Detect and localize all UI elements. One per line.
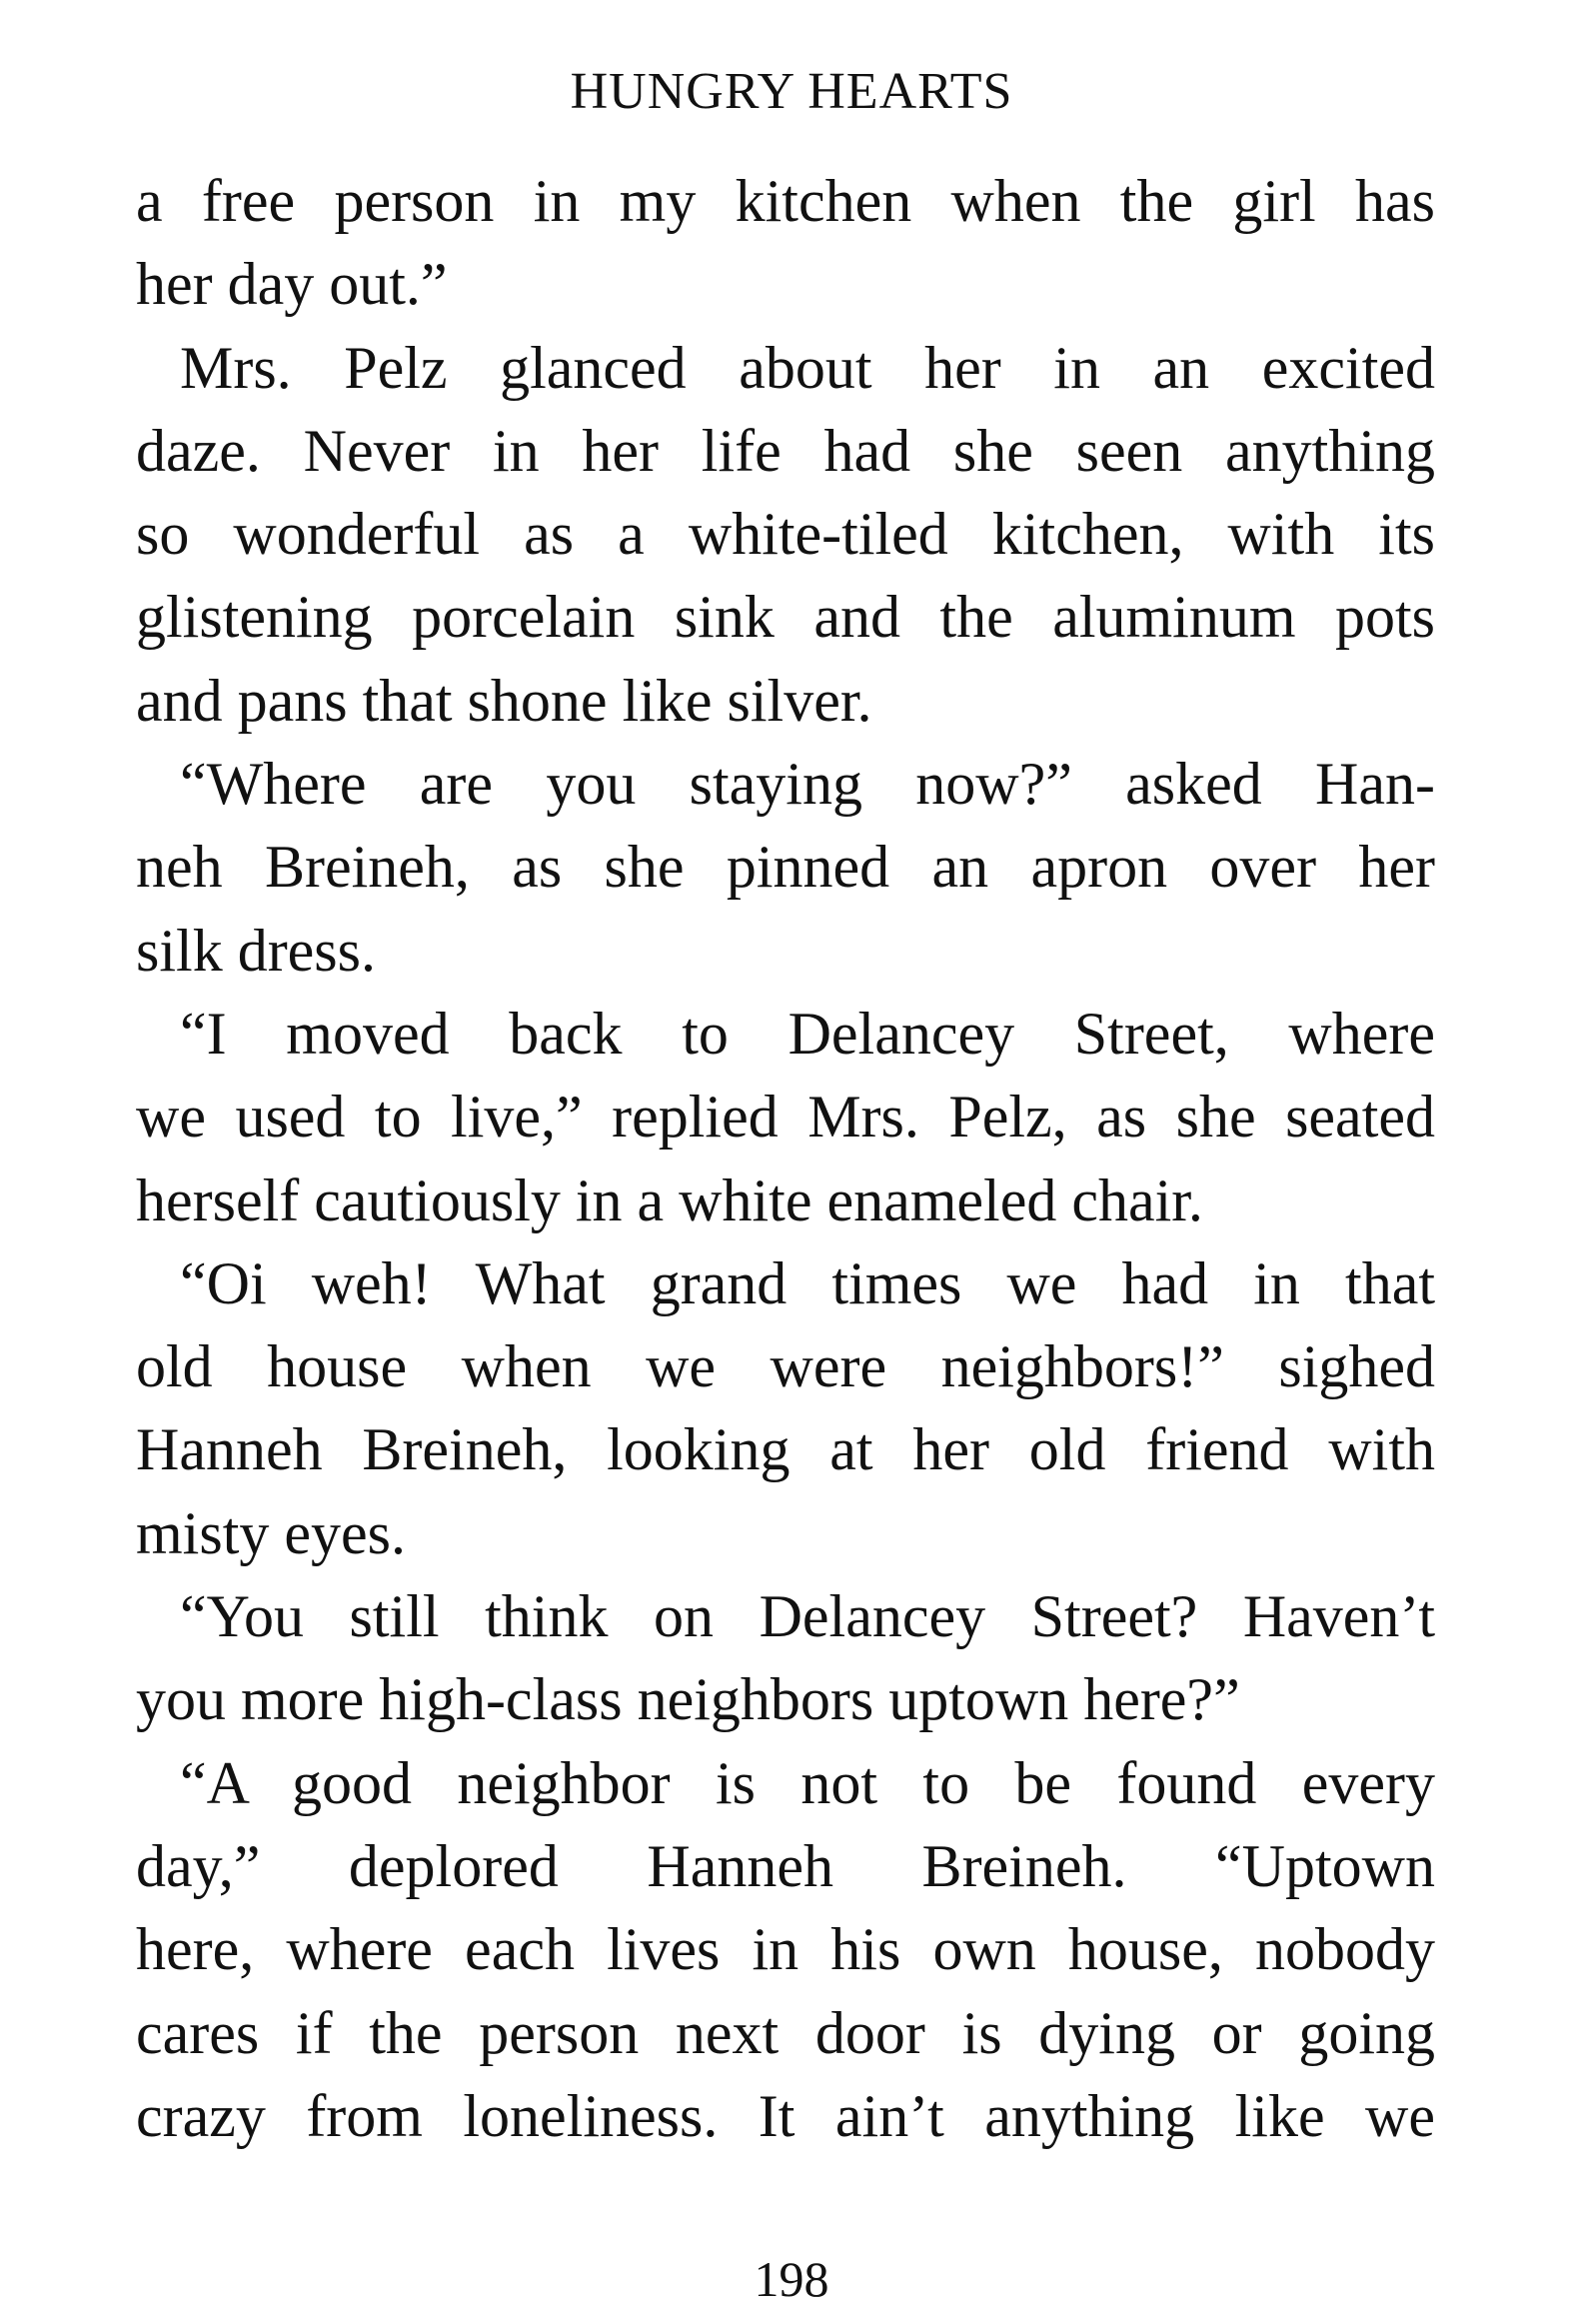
text-line: herself cautiously in a white enameled chair. [136, 1166, 1203, 1233]
page-body-text [136, 160, 1435, 2158]
text-line: “Oi weh! What grand times we had in that [180, 1249, 1435, 1316]
text-line: Mrs. Pelz glanced about her in an excited [180, 334, 1435, 401]
text-line: old house when we were neighbors!” sighed [136, 1333, 1435, 1400]
text-line: “Where are you staying now?” asked Han- [180, 751, 1435, 818]
text-line: daze. Never in her life had she seen anything [136, 417, 1435, 484]
text-line: here, where each lives in his own house, nobody [136, 1916, 1435, 1983]
text-line: glistening porcelain sink and the aluminum pots [136, 584, 1435, 651]
page-number: 198 [754, 2251, 829, 2307]
text-line: “You still think on Delancey Street? Haven’t [180, 1583, 1435, 1650]
text-line: a free person in my kitchen when the girl has [136, 168, 1435, 234]
text-line: cares if the person next door is dying or going [136, 1999, 1435, 2066]
text-line: you more high-class neighbors uptown here?” [136, 1666, 1240, 1733]
text-line: “A good neighbor is not to be found every [180, 1749, 1435, 1816]
text-line: so wonderful as a white-tiled kitchen, with its [136, 501, 1435, 568]
text-line: silk dress. [136, 917, 376, 984]
text-line: and pans that shone like silver. [136, 667, 872, 734]
text-line: misty eyes. [136, 1499, 406, 1566]
text-line: “I moved back to Delancey Street, where [180, 1000, 1435, 1067]
text-line: crazy from loneliness. It ain’t anything like we [136, 2082, 1435, 2149]
text-line: Hanneh Breineh, looking at her old friend with [136, 1416, 1435, 1483]
text-line: neh Breineh, as she pinned an apron over her [136, 834, 1435, 901]
text-line: we used to live,” replied Mrs. Pelz, as she seated [136, 1084, 1435, 1151]
text-line: her day out.” [136, 251, 448, 318]
running-head: HUNGRY HEARTS [570, 63, 1013, 120]
text-line: day,” deplored Hanneh Breineh. “Uptown [136, 1832, 1435, 1899]
